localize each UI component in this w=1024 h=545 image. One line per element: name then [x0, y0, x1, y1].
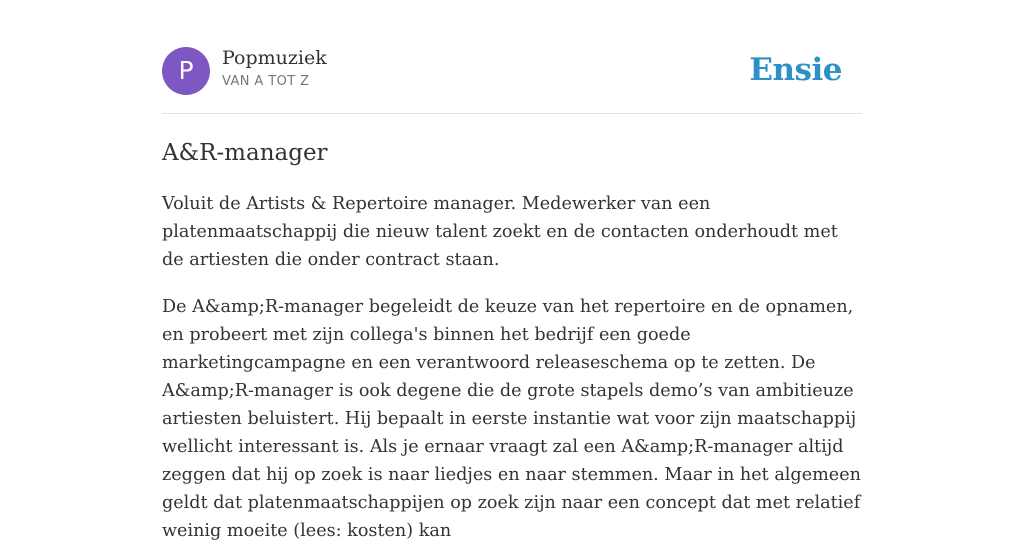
article-page — [162, 0, 862, 541]
header-divider — [162, 113, 862, 114]
article-paragraph-2: De A&amp;R-manager begeleidt de keuze van het repertoire en de opnamen, en probeert met zijn collega's binnen het bedrijf een goede marketingcampagne en een verantwoord releaseschema op te zetten. De A&amp;R-manager is ook degene die de grote stapels demo’s van ambitieuze artiesten beluistert. Hij bepaalt in eerste instantie wat voor zijn maatschappij wellicht interessant is. Als je ernaar vraagt zal een A&amp;R-manager altijd zeggen dat hij op zoek is naar liedjes en naar stemmen. Maar in het algemeen geldt dat platenmaatschappijen op zoek zijn naar een concept dat met relatief weinig moeite (lees: kosten) kan — [162, 297, 861, 541]
article-paragraph-1: Voluit de Artists & Repertoire manager. Medewerker van een platenmaatschappij die nieuw talent zoekt en de contacten onderhoudt met de artiesten die onder contract staan. — [162, 194, 838, 270]
ensie-logo[interactable]: Ensie — [749, 52, 842, 88]
avatar[interactable]: P — [162, 47, 210, 95]
header — [162, 46, 862, 96]
author-name-link[interactable]: Popmuziek — [222, 47, 327, 69]
article-title: A&R-manager — [162, 140, 328, 166]
author-subtitle: VAN A TOT Z — [222, 74, 310, 89]
